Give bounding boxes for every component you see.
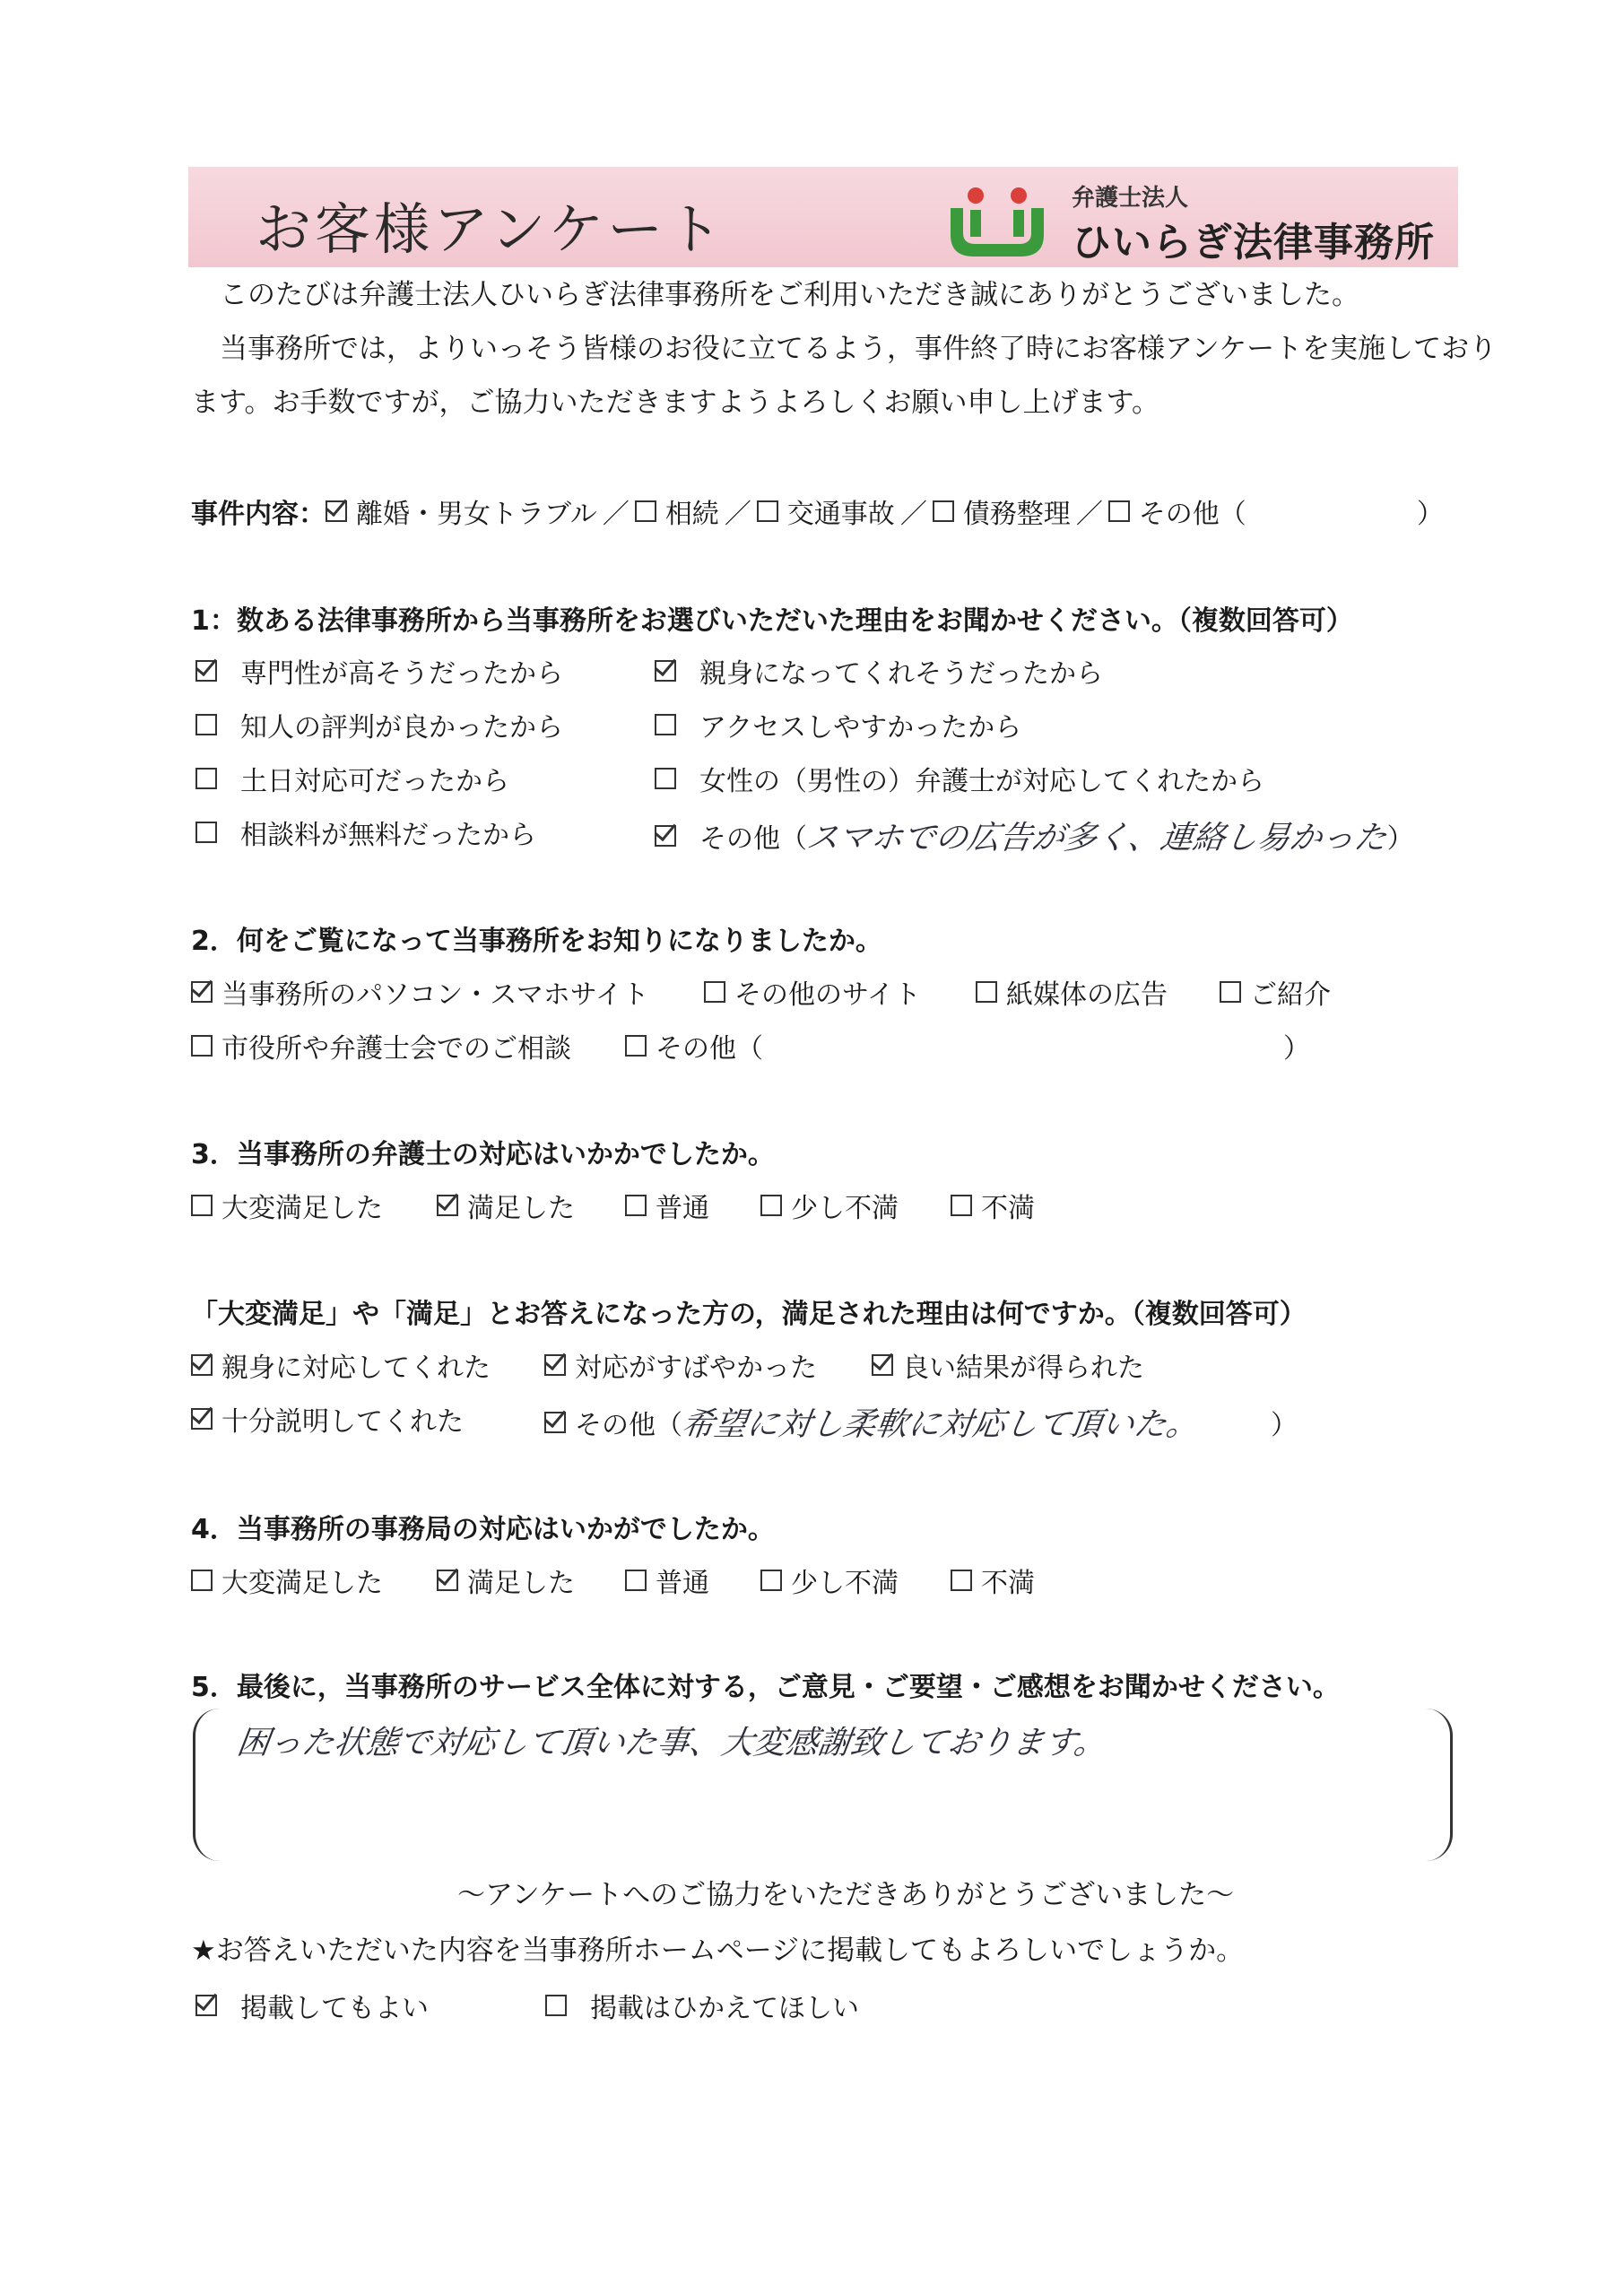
q2-option-referral[interactable]: ご紹介 [1220,972,1331,1012]
checkbox[interactable] [1220,981,1241,1003]
checkbox[interactable] [195,1995,217,2016]
q5-comment-box[interactable] [193,1709,1453,1861]
q3b-option-other[interactable]: その他（ 希望に対し柔軟に対応して頂いた。 ） [544,1399,1298,1445]
bracket-right [1423,1709,1453,1861]
checkbox[interactable] [195,768,217,789]
q1-option-expertise[interactable]: 専門性が高そうだったから [195,651,563,691]
q4-option-satisfied[interactable]: 満足した [437,1561,575,1600]
q3b-other-handwritten: 希望に対し柔軟に対応して頂いた。 [679,1406,1202,1443]
case-option-inheritance-label: 相続 [664,499,719,530]
checkbox[interactable] [951,1570,972,1591]
q4-option-neutral[interactable]: 普通 [625,1561,709,1600]
separator: ／ [899,499,927,530]
q1-question: 1：数ある法律事務所から当事務所をお選びいただいた理由をお聞かせください。（複数回答可） [191,605,1353,637]
checkbox[interactable] [704,981,725,1003]
case-option-other-label: その他（ [1138,499,1246,530]
checkbox[interactable] [655,768,676,789]
checkbox[interactable] [437,1195,458,1216]
case-option-debt-label: 債務整理 [962,499,1071,530]
checkbox[interactable] [625,1035,647,1057]
checkbox[interactable] [872,1354,893,1376]
q2-question: 2．何をご覧になって当事務所をお知りになりましたか。 [191,926,882,957]
q4-question: 4．当事務所の事務局の対応はいかがでしたか。 [191,1514,775,1545]
separator: ／ [1075,499,1103,530]
separator: ／ [724,499,751,530]
logo-subtitle: 弁護士法人 [1072,185,1189,212]
q2-option-city-hall[interactable]: 市役所や弁護士会でのご相談 [191,1026,571,1065]
q2-other-close: ） [1283,1033,1310,1065]
publish-option-decline[interactable]: 掲載はひかえてほしい [545,1986,859,2025]
checkbox[interactable] [655,660,676,682]
checkbox[interactable] [655,714,676,735]
q1-option-gender[interactable]: 女性の（男性の）弁護士が対応してくれたから [655,759,1264,798]
q1-option-other[interactable]: その他（ スマホでの広告が多く、連絡し易かった ） [655,813,1414,858]
q4-option-dissatisfied[interactable]: 不満 [951,1561,1035,1600]
q3b-option-explained[interactable]: 十分説明してくれた [191,1399,464,1439]
q1-option-weekend[interactable]: 土日対応可だったから [195,759,509,798]
q2-option-other-site[interactable]: その他のサイト [704,972,921,1012]
intro-line-2: 当事務所では，よりいっそう皆様のお役に立てるよう，事件終了時にお客様アンケートを実施しており [220,333,1498,365]
intro-line-3: ます。お手数ですが，ご協力いただきますようよろしくお願い申し上げます。 [191,387,1160,419]
checkbox[interactable] [544,1354,566,1376]
publish-option-allow[interactable]: 掲載してもよい [195,1986,429,2025]
q3-option-satisfied[interactable]: 満足した [437,1186,575,1225]
checkbox[interactable] [191,1408,213,1430]
checkbox[interactable] [625,1570,647,1591]
case-type-row [191,491,1444,531]
checkbox[interactable] [191,1195,213,1216]
case-option-inheritance-checkbox[interactable] [635,500,656,522]
case-option-debt-checkbox[interactable] [933,500,954,522]
q3b-other-close: ） [1271,1409,1298,1441]
q4-option-very-satisfied[interactable]: 大変満足した [191,1561,383,1600]
checkbox[interactable] [951,1195,972,1216]
intro-line-1: このたびは弁護士法人ひいらぎ法律事務所をご利用いただき誠にありがとうございました。 [220,279,1359,311]
checkbox[interactable] [191,981,213,1003]
checkbox[interactable] [976,981,997,1003]
q2-option-other[interactable]: その他（ ） [625,1026,1310,1065]
case-option-other-checkbox[interactable] [1108,500,1130,522]
survey-title: お客様アンケート [256,196,726,262]
case-option-traffic-checkbox[interactable] [757,500,778,522]
q1-other-handwritten: スマホでの広告が多く、連絡し易かった [803,820,1390,857]
checkbox[interactable] [191,1570,213,1591]
checkbox[interactable] [760,1570,782,1591]
checkbox[interactable] [544,1412,566,1433]
q3-option-very-satisfied[interactable]: 大変満足した [191,1186,383,1225]
logo-firm-name: ひいらぎ法律事務所 [1072,220,1435,265]
separator: ／ [602,499,630,530]
thanks-message: ～アンケートへのご協力をいただきありがとうございました～ [457,1879,1235,1911]
checkbox[interactable] [625,1195,647,1216]
checkbox[interactable] [195,822,217,843]
q3-option-slightly-dissatisfied[interactable]: 少し不満 [760,1186,899,1225]
bracket-left [193,1709,222,1861]
checkbox[interactable] [195,660,217,682]
case-other-close: ） [1416,499,1444,530]
case-option-traffic-label: 交通事故 [786,499,895,530]
checkbox[interactable] [437,1570,458,1591]
q3-option-neutral[interactable]: 普通 [625,1186,709,1225]
q4-option-slightly-dissatisfied[interactable]: 少し不満 [760,1561,899,1600]
q5-handwritten-answer: 困った状態で対応して頂いた事、大変感謝致しております。 [234,1725,1109,1761]
q5-question: 5．最後に，当事務所のサービス全体に対する，ご意見・ご要望・ご感想をお聞かせください。 [191,1672,1340,1703]
checkbox[interactable] [191,1035,213,1057]
checkbox[interactable] [545,1995,567,2016]
q3b-option-quick[interactable]: 対応がすばやかった [544,1345,817,1385]
q1-option-free[interactable]: 相談料が無料だったから [195,813,536,852]
checkbox[interactable] [655,825,676,847]
q1-option-caring[interactable]: 親身になってくれそうだったから [655,651,1103,691]
checkbox[interactable] [760,1195,782,1216]
q2-option-website[interactable]: 当事務所のパソコン・スマホサイト [191,972,649,1012]
case-type-label: 事件内容： [191,499,326,530]
q1-option-reputation[interactable]: 知人の評判が良かったから [195,705,563,744]
publish-permission-question: ★お答えいただいた内容を当事務所ホームページに掲載してもよろしいでしょうか。 [191,1935,1245,1967]
q3-option-dissatisfied[interactable]: 不満 [951,1186,1035,1225]
q3b-option-good-result[interactable]: 良い結果が得られた [872,1345,1144,1385]
case-option-divorce-checkbox[interactable] [326,500,347,522]
firm-logo-icon [942,179,1054,260]
case-option-divorce-label: 離婚・男女トラブル [356,499,597,530]
q3b-option-caring[interactable]: 親身に対応してくれた [191,1345,491,1385]
q3b-question: 「大変満足」や「満足」とお答えになった方の，満足された理由は何ですか。（複数回答可） [191,1299,1307,1330]
checkbox[interactable] [195,714,217,735]
q1-other-close: ） [1386,822,1414,855]
q1-option-access[interactable]: アクセスしやすかったから [655,705,1021,744]
q2-option-print-ad[interactable]: 紙媒体の広告 [976,972,1168,1012]
q3-question: 3．当事務所の弁護士の対応はいかかでしたか。 [191,1139,775,1170]
header-banner [188,167,1458,267]
checkbox[interactable] [191,1354,213,1376]
